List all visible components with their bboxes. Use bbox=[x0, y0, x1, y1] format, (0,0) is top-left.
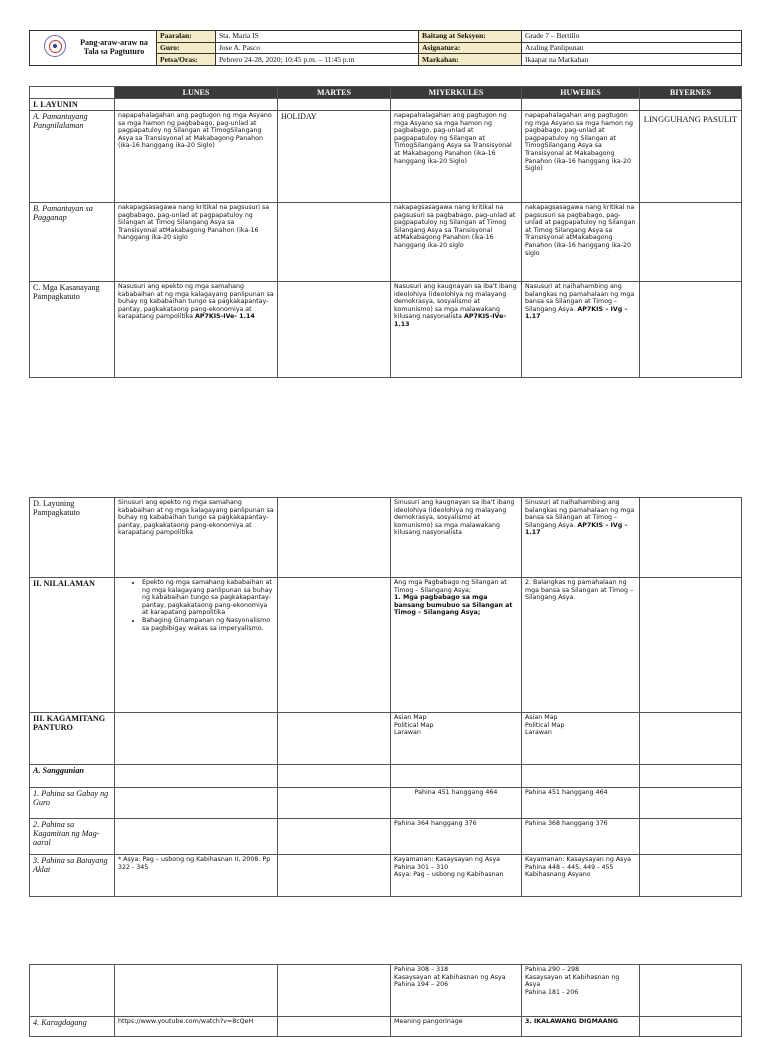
paaralan-value: Sta. Maria IS bbox=[216, 31, 419, 43]
cell-c-lunes: Nasusuri ang epekto ng mga samahang kababaihan at ng mga kalagayang panlipunan sa buhay ng kababaihan tungo sa pagkakapantay-pantay, pagkakataong pang-ekonomiya at karapatang pampolitika AP7KIS-IVe- 1.14 bbox=[115, 282, 278, 378]
day-huwebes: HUWEBES bbox=[522, 87, 640, 99]
baitang-label: Baitang at Seksyon: bbox=[419, 31, 522, 43]
header-logo-cell bbox=[30, 31, 157, 66]
cell-p3-miyerkules: Pahina 308 – 318 Kasaysayan at Kabihasnan ng Asya Pahina 194 – 206 bbox=[391, 965, 522, 1017]
cell-g-huwebes: Pahina 451 hanggang 464 bbox=[522, 788, 640, 819]
cell-a-biyernes: LINGGUHANG PASULIT bbox=[640, 111, 742, 203]
day-miyerkules: MIYERKULES bbox=[391, 87, 522, 99]
row-batayang-aklat bbox=[30, 855, 742, 897]
header-info-table bbox=[29, 30, 742, 66]
cell-d-miyerkules: Sinusuri ang kaugnayan sa iba't ibang ideolohiya (ideolohiya ng malayang demokrasya, sosyalismo at komunismo) sa mga malawakang kilusang nasyonalista bbox=[391, 498, 522, 578]
row-batayang-aklat-cont bbox=[30, 965, 742, 1017]
cell-b-lunes: nakapagsasagawa nang kritikal na pagsusuri sa pagbabago, pag-unlad at pagpapatuloy ng Silangan at Timog Silangang Asya sa Transisyonal atMakabagong Panahon (ika-16 hanggang ika-20 siglo bbox=[115, 203, 278, 282]
markahan-value: Ikaapat na Markahan bbox=[522, 54, 742, 66]
petsa-label: Petsa/Oras: bbox=[157, 54, 216, 66]
asignatura-value: Araling Panlipunan bbox=[522, 42, 742, 54]
row-kagamitan-mag-aaral bbox=[30, 819, 742, 855]
day-lunes: LUNES bbox=[115, 87, 278, 99]
cell-d-lunes: Sinusuri ang epekto ng mga samahang kababaihan at ng mga kalagayang panlipunan sa buhay ng kababaihan tungo sa pagkakapantay-pantay, pagkakataong pang-ekonomiya at karapatang pampolitika bbox=[115, 498, 278, 578]
cell-c-miyerkules: Nasusuri ang kaugnayan sa iba't ibang ideolohiya (ideolohiya ng malayang demokrasya, sosyalismo at komunismo) sa mga malawakang kilusang nasyonalista AP7KIS-IVe- 1.13 bbox=[391, 282, 522, 378]
row-mga-kasanayang-pampagkatuto bbox=[30, 282, 742, 378]
row-label: A. Pamantayang Pangnilalaman bbox=[30, 111, 115, 203]
markahan-label: Markahan: bbox=[419, 54, 522, 66]
lesson-table-part3 bbox=[29, 964, 742, 1037]
row-gabay-ng-guro bbox=[30, 788, 742, 819]
cell-bt-lunes: * Asya: Pag – usbong ng Kabihasnan II, 2008. Pp 322 - 345 bbox=[115, 855, 278, 897]
cell-a-martes: HOLIDAY bbox=[278, 111, 391, 203]
cell-kar-miyerkules: Meaning pangorinage bbox=[391, 1017, 522, 1037]
row-pamantayan-sa-pagganap bbox=[30, 203, 742, 282]
cell-kar-lunes-link[interactable]: https://www.youtube.com/watch?v=8cQeH bbox=[115, 1017, 278, 1037]
layunin-heading: I. LAYUNIN bbox=[30, 99, 115, 111]
row-sanggunian bbox=[30, 765, 742, 788]
cell-bt-miyerkules: Kayamanan: Kasaysayan ng Asya Pahina 301 – 310 Asya: Pag – usbong ng Kabihasnan bbox=[391, 855, 522, 897]
cell-g-miyerkules: Pahina 451 hanggang 464 bbox=[391, 788, 522, 819]
cell-bt-huwebes: Kayamanan: Kasaysayan ng Asya Pahina 448 – 445, 449 - 455 Kabihasnang Asyano bbox=[522, 855, 640, 897]
cell-c-huwebes: Nasusuri at naihahambing ang balangkas ng pamahalaan ng mga bansa sa Silangan at Timog – Silangang Asya. AP7KIS – IVg – 1.17 bbox=[522, 282, 640, 378]
cell-b-huwebes: nakapagsasagawa nang kritikal na pagsusuri sa pagbabago, pag-unlad at pagpapatuloy ng Silangan at Timog Silangang Asya sa Transisyonal atMakabagong Panahon (ika-16 hanggang ika-20 siglo bbox=[522, 203, 640, 282]
row-label: D. Layuning Pampagkatuto bbox=[30, 498, 115, 578]
cell-kar-huwebes: 3. IKALAWANG DIGMAANG bbox=[522, 1017, 640, 1037]
cell-d-huwebes: Sinusuri at naihahambing ang balangkas ng pamahalaan ng mga bansa sa Silangan at Timog – Silangang Asya. AP7KIS – IVg – 1.17 bbox=[522, 498, 640, 578]
row-label: II. NILALAMAN bbox=[30, 578, 115, 713]
cell-a-lunes: napapahalagahan ang pagtugon ng mga Asyano sa mga hamon ng pagbabago, pag-unlad at pagpapatuloy ng Silangan at TimogSilangang Asya sa Transisyonal at Makabagong Panahon (ika-16 hanggang ika-20 Siglo) bbox=[115, 111, 278, 203]
cell-n-huwebes: 2. Balangkas ng pamahalaan ng mga bansa sa Silangan at Timog – Silangang Asya. bbox=[522, 578, 640, 713]
row-layuning-pampagkatuto bbox=[30, 498, 742, 578]
cell-k-huwebes: Asian Map Political Map Larawan bbox=[522, 713, 640, 765]
day-header-row bbox=[30, 87, 742, 99]
row-label: 3. Pahina sa Batayang Aklat bbox=[30, 855, 115, 897]
list-item: • Bahaging Ginampanan ng Nasyonalismo sa pagbibigay wakas sa imperyalismo. bbox=[142, 617, 274, 632]
row-nilalaman bbox=[30, 578, 742, 713]
guro-label: Guro: bbox=[157, 42, 216, 54]
cell-p3-huwebes: Pahina 290 – 298 Kasaysayan at Kabihasnan ng Asya Pahina 181 - 206 bbox=[522, 965, 640, 1017]
row-label: 1. Pahina sa Gabay ng Guro bbox=[30, 788, 115, 819]
row-label: A. Sanggunian bbox=[30, 765, 115, 788]
layunin-row bbox=[30, 99, 742, 111]
row-karagdagang bbox=[30, 1017, 742, 1037]
document-title: Pang-araw-araw na Tala sa Pagtuturo bbox=[80, 38, 148, 56]
row-label: 2. Pahina sa Kagamitan ng Mag-aaral bbox=[30, 819, 115, 855]
cell-n-miyerkules: Ang mga Pagbabago ng Silangan at Timog – Silangang Asya; 1. Mga pagbabago sa mga bansang bumubuo sa Silangan at Timog – Silangang Asya; bbox=[391, 578, 522, 713]
row-pamantayang-pangnilalaman bbox=[30, 111, 742, 203]
row-kagamitang-panturo bbox=[30, 713, 742, 765]
cell-b-miyerkules: nakapagsasagawa nang kritikal na pagsusuri sa pagbabago, pag-unlad at pagpapatuloy ng Silangan at Timog Silangang Asya sa Transisyonal atMakabagong Panahon (ika-16 hanggang ika-20 siglo bbox=[391, 203, 522, 282]
cell-k-miyerkules: Asian Map Political Map Larawan bbox=[391, 713, 522, 765]
day-martes: MARTES bbox=[278, 87, 391, 99]
lesson-table-part2 bbox=[29, 497, 742, 897]
list-item: • Epekto ng mga samahang kababaihan at ng mga kalagayang panlipunan sa buhay ng kababaihan tungo sa pagkakapantay-pantay, pagkakataong pang-ekonomiya at karapatang pampolitika bbox=[142, 579, 274, 617]
cell-n-lunes bbox=[115, 578, 278, 713]
cell-a-miyerkules: napapahalagahan ang pagtugon ng mga Asyano sa mga hamon ng pagbabago, pag-unlad at pagpapatuloy ng Silangan at TimogSilangang Asya sa Transisyonal at Makabagong Panahon (ika-16 hanggang ika-20 Siglo) bbox=[391, 111, 522, 203]
cell-a-huwebes: napapahalagahan ang pagtugon ng mga Asyano sa mga hamon ng pagbabago, pag-unlad at pagpapatuloy ng Silangan at TimogSilangang Asya sa Transisyonal at Makabagong Panahon (ika-16 hanggang ika-20 Siglo) bbox=[522, 111, 640, 203]
lesson-table-part1 bbox=[29, 86, 742, 378]
row-label: B. Pamantayan sa Pagganap bbox=[30, 203, 115, 282]
baitang-value: Grade 7 – Bertillo bbox=[522, 31, 742, 43]
guro-value: Jose A. Pasco bbox=[216, 42, 419, 54]
petsa-value: Pebrero 24-28, 2020; 10:45 p.m. – 11:45 p.m bbox=[216, 54, 419, 66]
paaralan-label: Paaralan: bbox=[157, 31, 216, 43]
cell-m-miyerkules: Pahina 364 hanggang 376 bbox=[391, 819, 522, 855]
cell-m-huwebes: Pahina 368 hanggang 376 bbox=[522, 819, 640, 855]
row-label: 4. Karagdagang bbox=[30, 1017, 115, 1037]
day-biyernes: BIYERNES bbox=[640, 87, 742, 99]
row-label: C. Mga Kasanayang Pampagkatuto bbox=[30, 282, 115, 378]
asignatura-label: Asignatura: bbox=[419, 42, 522, 54]
row-label: III. KAGAMITANG PANTURO bbox=[30, 713, 115, 765]
